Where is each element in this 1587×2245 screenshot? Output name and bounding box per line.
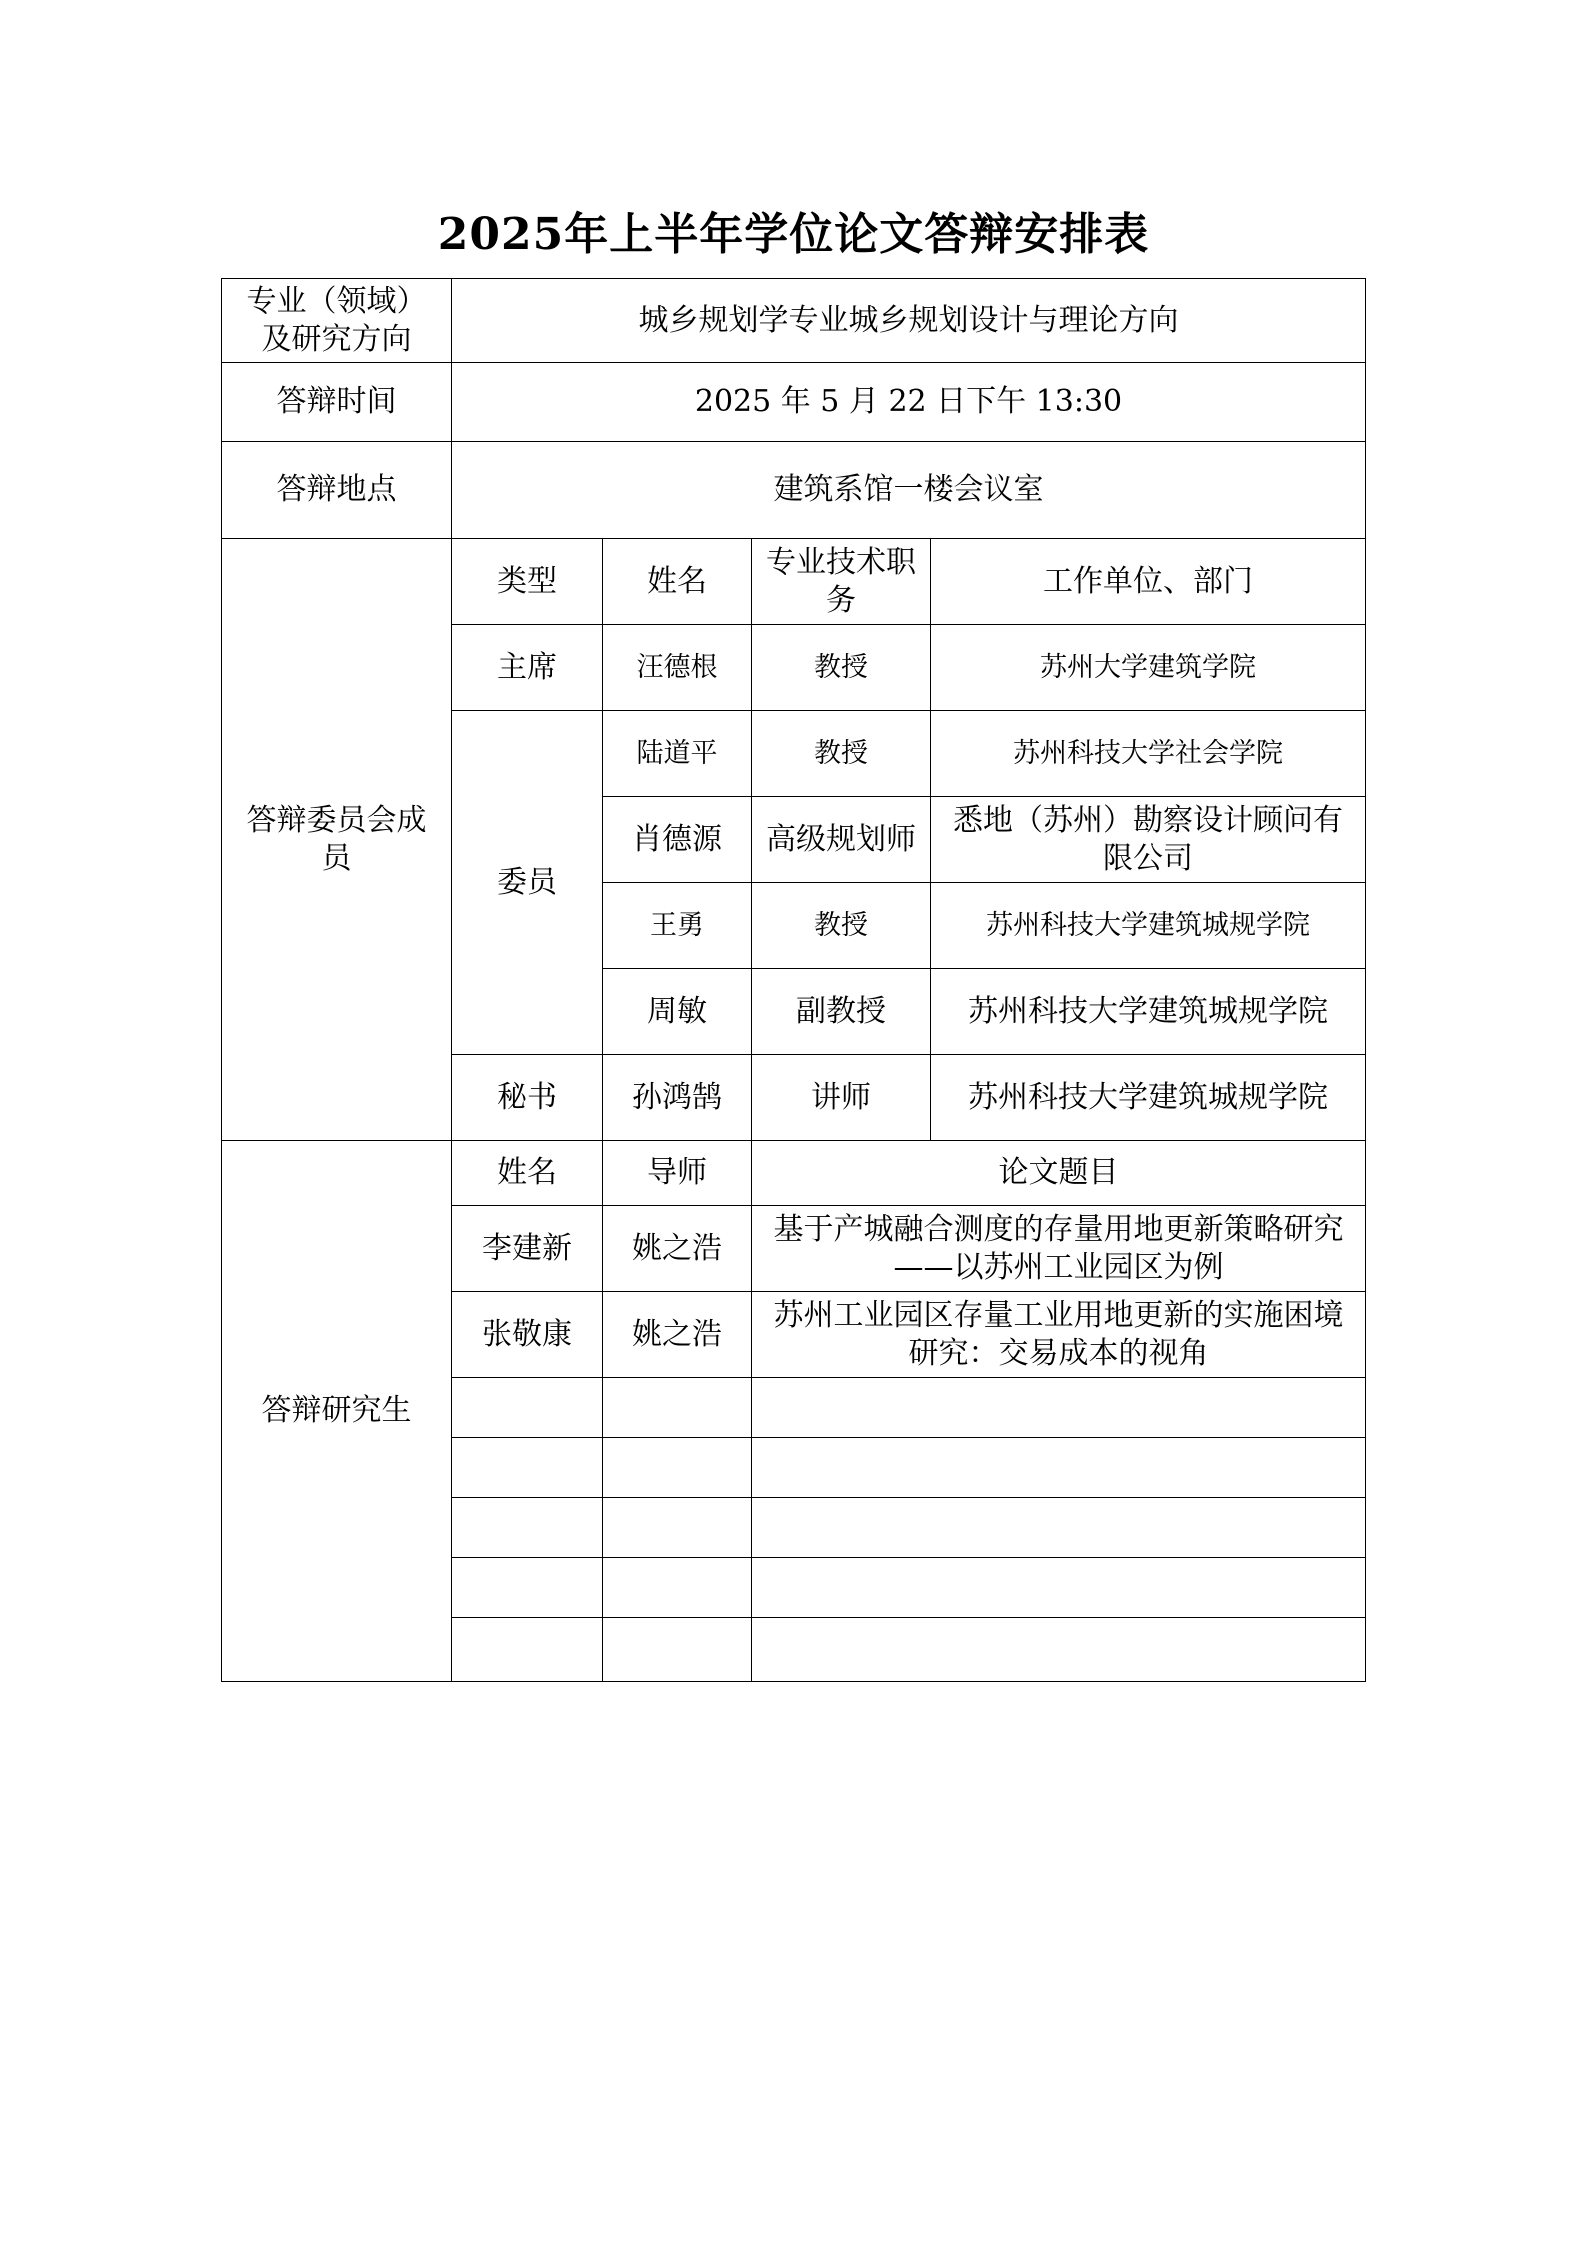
defense-time-row (222, 363, 1366, 442)
member-name: 王勇 (603, 883, 752, 969)
committee-header-name: 姓名 (603, 539, 752, 625)
student-advisor: 姚之浩 (603, 1206, 752, 1292)
student-advisor: 姚之浩 (603, 1292, 752, 1378)
chair-title: 教授 (752, 625, 931, 711)
students-header-advisor: 导师 (603, 1141, 752, 1206)
member-affiliation: 苏州科技大学建筑城规学院 (931, 883, 1366, 969)
empty-cell (603, 1498, 752, 1558)
defense-time-label: 答辩时间 (222, 363, 452, 442)
chair-type: 主席 (452, 625, 603, 711)
student-thesis: 基于产城融合测度的存量用地更新策略研究——以苏州工业园区为例 (752, 1206, 1366, 1292)
member-affiliation: 苏州科技大学社会学院 (931, 711, 1366, 797)
empty-cell (752, 1378, 1366, 1438)
empty-cell (752, 1438, 1366, 1498)
member-affiliation: 悉地（苏州）勘察设计顾问有限公司 (931, 797, 1366, 883)
chair-affiliation: 苏州大学建筑学院 (931, 625, 1366, 711)
empty-cell (752, 1558, 1366, 1618)
empty-cell (452, 1498, 603, 1558)
member-name: 肖德源 (603, 797, 752, 883)
defense-location-row (222, 442, 1366, 539)
empty-cell (603, 1438, 752, 1498)
committee-header-row (222, 539, 1366, 625)
member-name: 周敏 (603, 969, 752, 1055)
empty-cell (603, 1378, 752, 1438)
member-title: 教授 (752, 711, 931, 797)
student-name: 李建新 (452, 1206, 603, 1292)
chair-name: 汪德根 (603, 625, 752, 711)
major-row (222, 279, 1366, 363)
student-name: 张敬康 (452, 1292, 603, 1378)
committee-header-title: 专业技术职务 (752, 539, 931, 625)
secretary-affiliation: 苏州科技大学建筑城规学院 (931, 1055, 1366, 1141)
empty-cell (452, 1378, 603, 1438)
empty-cell (603, 1558, 752, 1618)
students-label: 答辩研究生 (222, 1141, 452, 1682)
empty-cell (452, 1558, 603, 1618)
secretary-title: 讲师 (752, 1055, 931, 1141)
student-thesis: 苏州工业园区存量工业用地更新的实施困境研究：交易成本的视角 (752, 1292, 1366, 1378)
defense-location-value: 建筑系馆一楼会议室 (452, 442, 1366, 539)
committee-label: 答辩委员会成员 (222, 539, 452, 1141)
member-type: 委员 (452, 711, 603, 1055)
students-header-thesis: 论文题目 (752, 1141, 1366, 1206)
secretary-name: 孙鸿鹄 (603, 1055, 752, 1141)
empty-cell (452, 1438, 603, 1498)
defense-schedule-table (221, 278, 1366, 1682)
member-title: 高级规划师 (752, 797, 931, 883)
page-title: 2025年上半年学位论文答辩安排表 (437, 209, 1150, 260)
member-title: 教授 (752, 883, 931, 969)
empty-cell (603, 1618, 752, 1682)
member-name: 陆道平 (603, 711, 752, 797)
defense-time-value: 2025 年 5 月 22 日下午 13:30 (452, 363, 1366, 442)
committee-header-affiliation: 工作单位、部门 (931, 539, 1366, 625)
students-header-name: 姓名 (452, 1141, 603, 1206)
major-value: 城乡规划学专业城乡规划设计与理论方向 (452, 279, 1366, 363)
committee-header-type: 类型 (452, 539, 603, 625)
empty-cell (752, 1498, 1366, 1558)
member-affiliation: 苏州科技大学建筑城规学院 (931, 969, 1366, 1055)
major-label: 专业（领域）及研究方向 (222, 279, 452, 363)
empty-cell (752, 1618, 1366, 1682)
member-title: 副教授 (752, 969, 931, 1055)
secretary-type: 秘书 (452, 1055, 603, 1141)
empty-cell (452, 1618, 603, 1682)
students-header-row (222, 1141, 1366, 1206)
defense-location-label: 答辩地点 (222, 442, 452, 539)
